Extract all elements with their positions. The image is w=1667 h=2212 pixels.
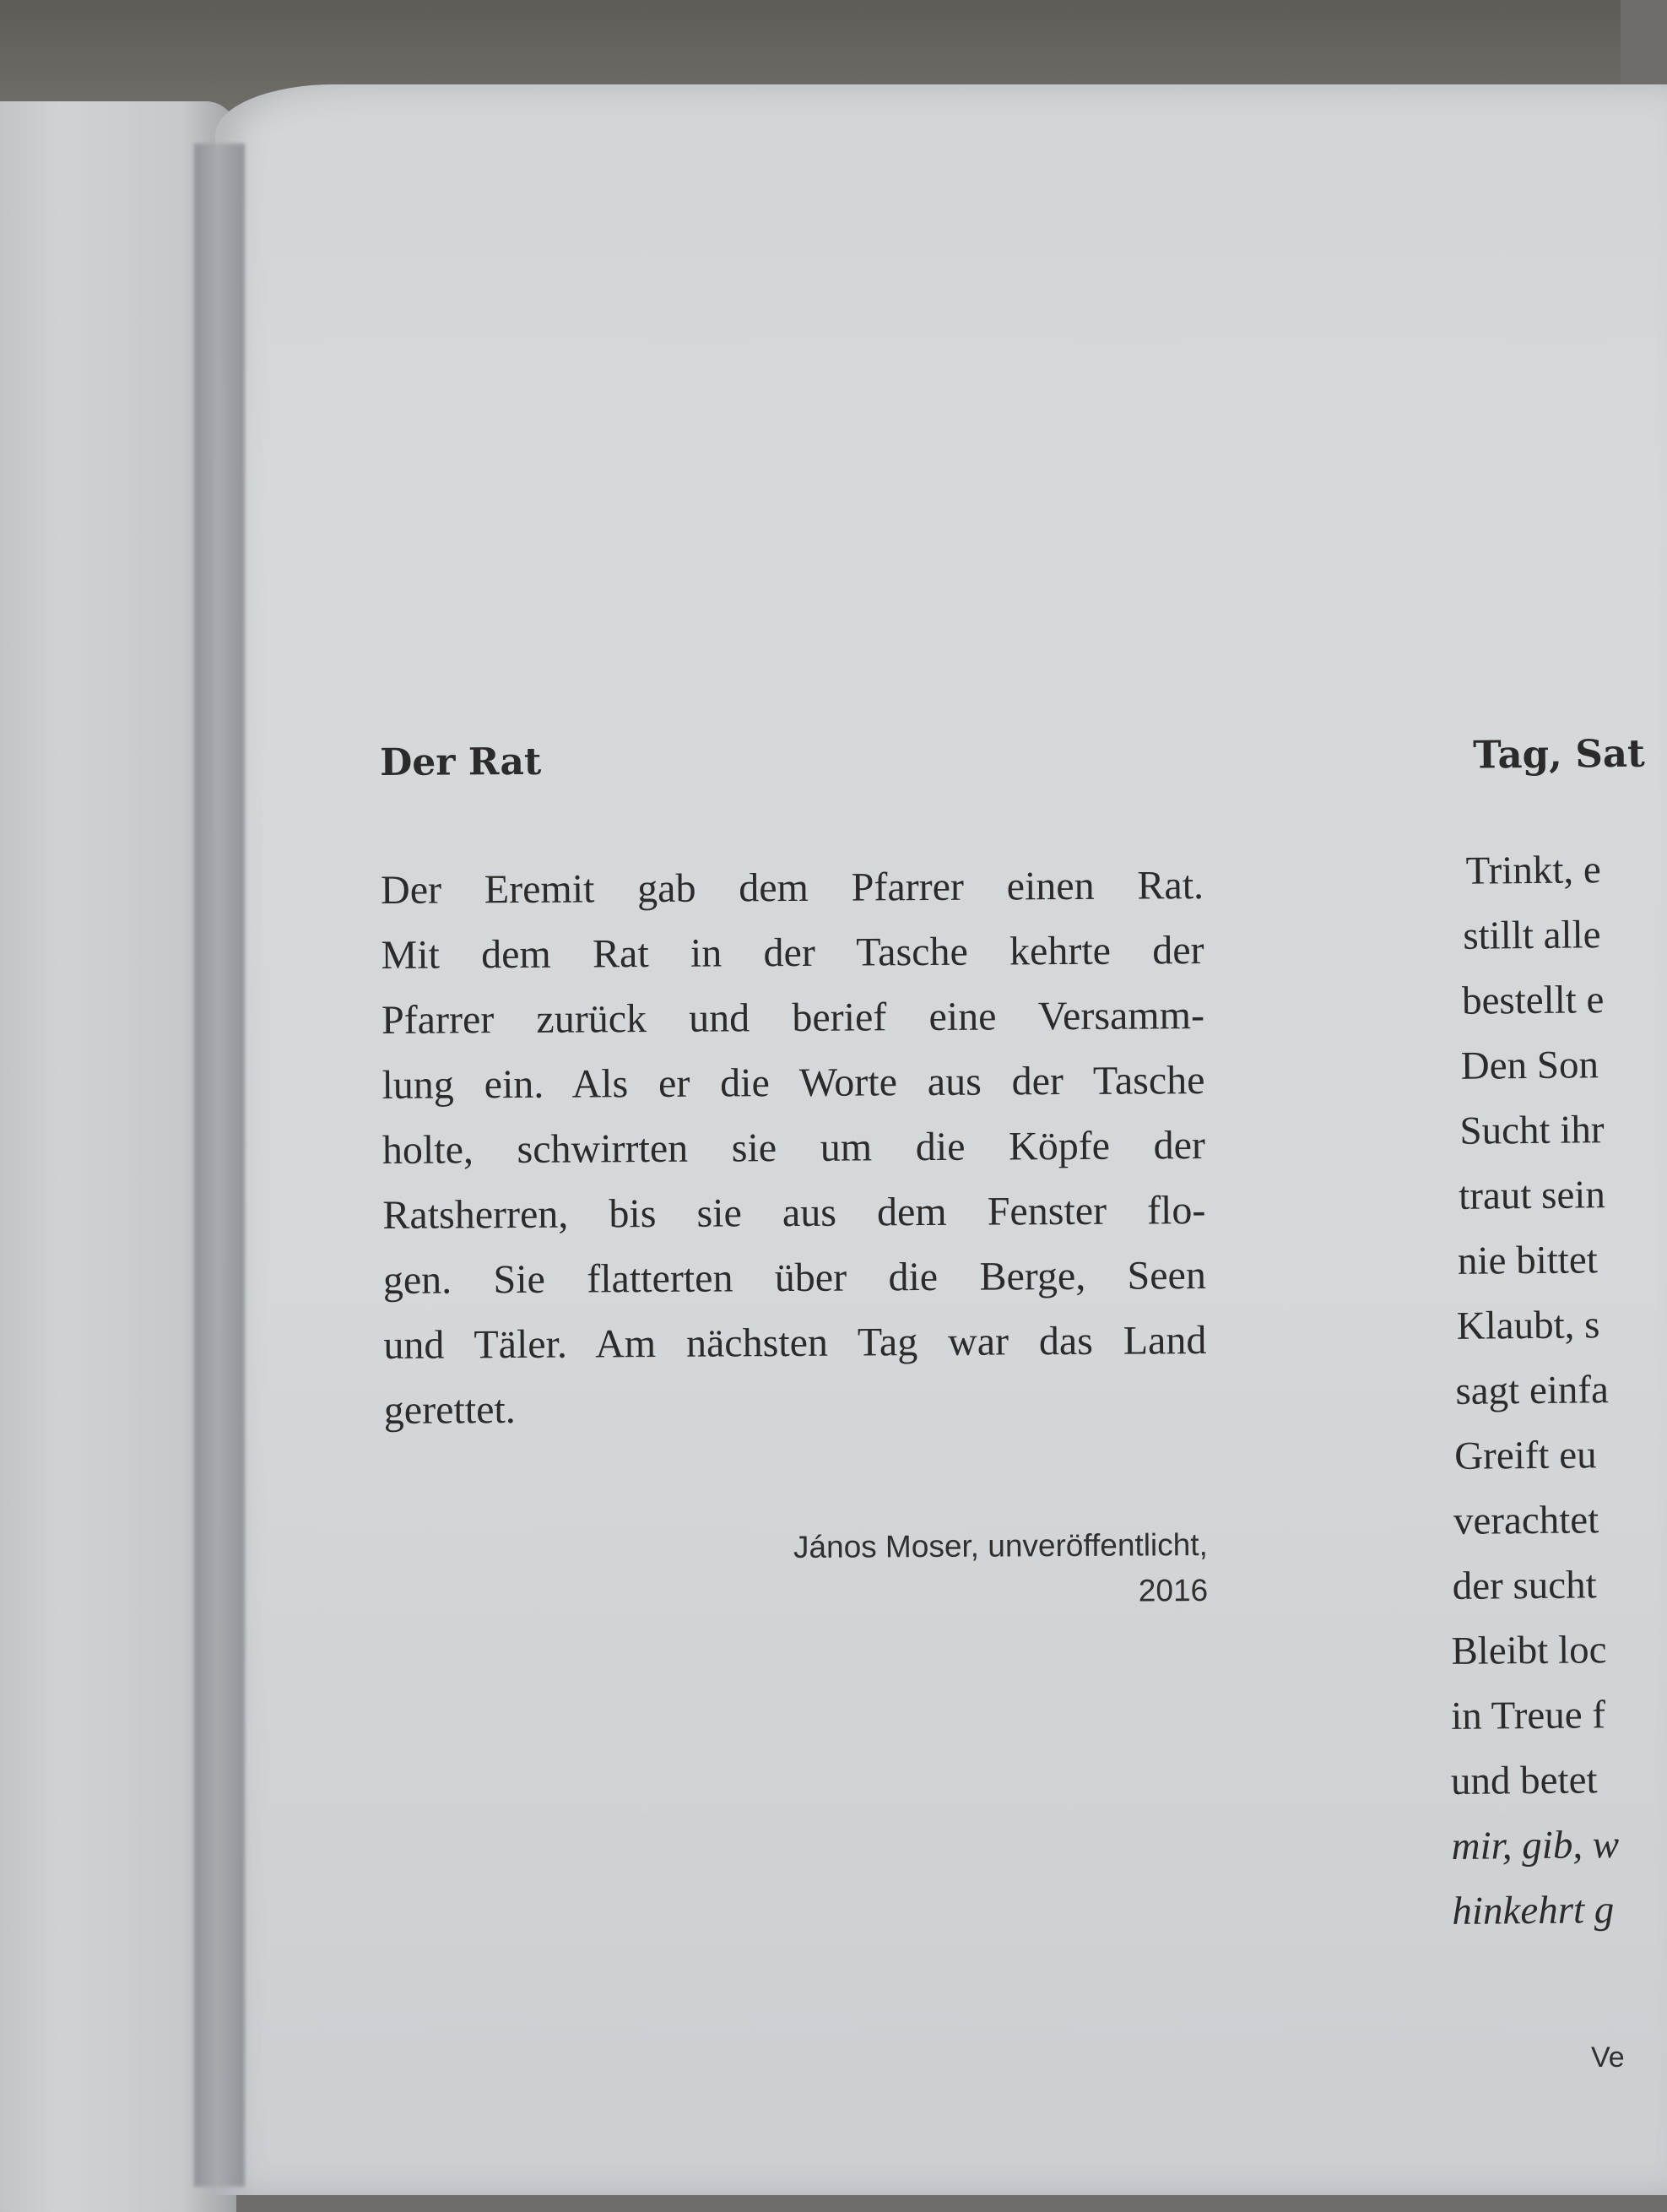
cropped-italic-line: hinkehrt g [1452, 1888, 1615, 1933]
cropped-line: verachtet [1453, 1498, 1599, 1543]
poem-body [381, 853, 1207, 1443]
text-line: und Täler. Am nächsten Tag war das Land [383, 1317, 1207, 1368]
cropped-adjacent-poem [1441, 730, 1646, 1944]
credit-line-2: 2016 [1138, 1572, 1209, 1608]
cropped-line: Sucht ihr [1459, 1108, 1605, 1153]
cropped-line: stillt alle [1463, 913, 1601, 958]
poem-der-rat [380, 736, 1208, 1618]
cropped-line: bestellt e [1461, 978, 1605, 1023]
credit-line-1: János Moser, unveröffentlicht, [793, 1526, 1208, 1564]
text-line: gen. Sie flatterten über die Berge, Seen [382, 1252, 1207, 1303]
cropped-line: Klaubt, s [1456, 1303, 1600, 1348]
cropped-line: Den Son [1460, 1043, 1599, 1088]
text-line: gerettet. [383, 1386, 516, 1433]
text-line: Mit dem Rat in der Tasche kehrte der [381, 927, 1204, 978]
cropped-line: nie bittet [1457, 1238, 1599, 1283]
cropped-line: Greift eu [1453, 1433, 1597, 1478]
cropped-line: Trinkt, e [1465, 848, 1602, 893]
cropped-line: Bleibt loc [1451, 1628, 1607, 1673]
text-line: lung ein. Als er die Worte aus der Tasche [382, 1057, 1205, 1108]
cropped-footer-text: Ve [1591, 2041, 1625, 2074]
cropped-line: und betet [1450, 1758, 1598, 1803]
text-line: Ratsherren, bis sie aus dem Fenster flo- [382, 1187, 1206, 1238]
author-credit [385, 1522, 1209, 1618]
text-line: Der Eremit gab dem Pfarrer einen Rat. [380, 862, 1204, 913]
text-line: Pfarrer zurück und berief eine Versamm- [381, 992, 1205, 1043]
cropped-lines [1442, 838, 1632, 1944]
book-gutter [194, 144, 245, 2187]
poem-title: Der Rat [380, 740, 542, 784]
cropped-italic-line: mir, gib, w [1451, 1823, 1620, 1868]
cropped-line: sagt einfa [1455, 1368, 1610, 1413]
cropped-line: traut sein [1459, 1173, 1606, 1218]
cropped-line: in Treue f [1450, 1693, 1606, 1738]
cropped-title: Tag, Sat [1472, 730, 1646, 778]
cropped-line: der sucht [1452, 1563, 1597, 1608]
text-line: holte, schwirrten sie um die Köpfe der [382, 1122, 1206, 1173]
